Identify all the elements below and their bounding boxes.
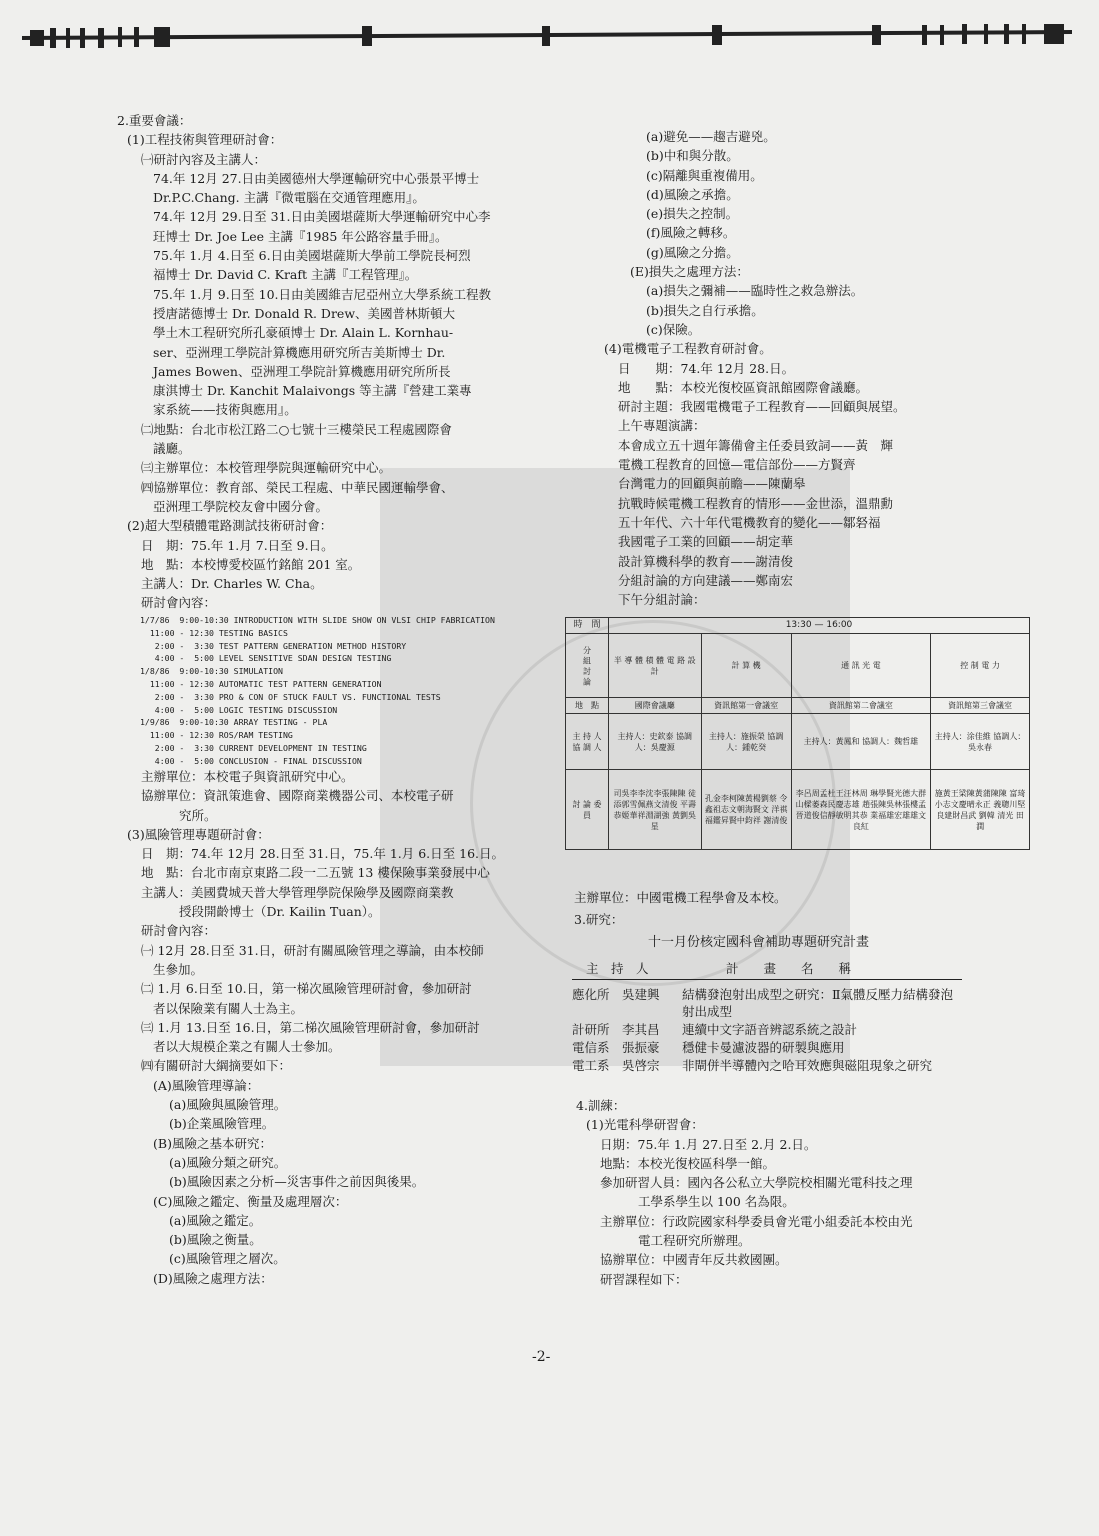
place-cell: 資訊館第二會議室 xyxy=(791,698,930,714)
text-line: 日 期：74.年 12月 28.日至 31.日，75.年 1.月 6.日至 16.日。 xyxy=(141,846,504,862)
text-line: 授唐諾德博士 Dr. Donald R. Drew、美國普林斯頓大 xyxy=(153,305,456,321)
program-line: 2:00 - 3:30 TEST PATTERN GENERATION METHOD HISTORY xyxy=(140,640,407,651)
members-cell: 孔金李柯陳黃楊劉蔡 令鑫祖志文朝海賢文 洋祺福鑑昇賢中鈞祥 謝清俊 xyxy=(701,770,791,850)
members-cell: 司吳李李沈李張陳陳 徒添郭雪佩燕文清俊 平壽恭姬華祥淵湖強 黃劉吳星 xyxy=(609,770,702,850)
text-line: 者以保險業有關人士為主。 xyxy=(153,1000,304,1016)
text-line: 地 點：本校光復校區資訊館國際會議廳。 xyxy=(618,379,869,395)
topic-cell: 計 算 機 xyxy=(701,634,791,698)
text-line: ㈡地點：台北市松江路二○七號十三樓榮民工程處國際會 xyxy=(141,421,452,437)
text-line: (a)風險分類之研究。 xyxy=(169,1154,287,1170)
discuss-label: 討 論 委 員 xyxy=(566,770,609,850)
text-line: 協辦單位：資訊策進會、國際商業機器公司、本校電子研 xyxy=(141,788,454,804)
text-line: (B)風險之基本研究： xyxy=(153,1135,272,1151)
text-line: 主講人：美國費城天普大學管理學院保險學及國際商業教 xyxy=(141,884,454,900)
text-line: (f)風險之轉移。 xyxy=(646,225,736,241)
topic-cell: 通 訊 光 電 xyxy=(791,634,930,698)
program-line: 4:00 - 5:00 CONCLUSION - FINAL DISCUSSION xyxy=(140,755,362,766)
topic-label: 分 組 討 論 xyxy=(566,634,609,698)
program-line: 2:00 - 3:30 PRO & CON OF STUCK FAULT VS. FUNCTIONAL TESTS xyxy=(140,691,441,702)
text-line: 74.年 12月 27.日由美國德州大學運輸研究中心張景平博士 xyxy=(153,170,480,186)
text-line: 上午專題演講： xyxy=(618,418,706,434)
text-line: 亞洲理工學院校友會中國分會。 xyxy=(153,498,329,514)
research-row xyxy=(572,1021,962,1038)
text-line: (b)企業風險管理。 xyxy=(169,1116,275,1132)
members-cell: 李呂周孟杜王汪林周 琳學賢光德大群 山樑萎森民慶志雄 趙張陳吳林張樓孟 晉道俊信靜敏明其恭 業福雄宏雄雄文良紅 xyxy=(791,770,930,850)
research-row xyxy=(572,986,962,1020)
schedule-table xyxy=(565,617,1030,850)
text-line: (d)風險之承擔。 xyxy=(646,186,739,202)
text-line: 電工程研究所辦理。 xyxy=(638,1233,751,1249)
text-line: (2)超大型積體電路測試技術研討會： xyxy=(127,518,333,534)
research-header xyxy=(572,960,962,980)
text-line: ㈠研討內容及主講人： xyxy=(141,151,267,167)
research-pi: 電信系 張振豪 xyxy=(572,1040,660,1055)
training-section xyxy=(576,1096,1036,1289)
text-line: 者以大規模企業之有關人士參加。 xyxy=(153,1039,341,1055)
text-line: (1)工程技術與管理研討會： xyxy=(127,132,283,148)
text-line: 我國電子工業的回顧——胡定華 xyxy=(618,534,794,550)
research-project: 結構發泡射出成型之研究：Ⅱ氣體反壓力結構發泡射出成型 xyxy=(682,987,953,1019)
text-line: (c)保險。 xyxy=(646,321,701,337)
text-line: 協辦單位：中國青年反共救國團。 xyxy=(600,1252,788,1268)
host-cell: 主持人：施振榮 協調人：鍾乾癸 xyxy=(701,714,791,770)
text-line: ㈢主辦單位：本校管理學院與運輸研究中心。 xyxy=(141,460,392,476)
text-line: 玨博士 Dr. Joe Lee 主講『1985 年公路容量手冊』。 xyxy=(153,228,448,244)
program-line: 4:00 - 5:00 LOGIC TESTING DISCUSSION xyxy=(140,704,338,715)
text-line: (a)損失之彌補——臨時性之救急辦法。 xyxy=(646,283,864,299)
research-project: 連續中文字語音辨認系統之設計 xyxy=(682,1022,858,1037)
text-line: (1)光電科學研習會： xyxy=(586,1117,704,1133)
research-project: 非閘併半導體內之哈耳效應與磁阻現象之研究 xyxy=(682,1058,933,1073)
place-cell: 國際會議廳 xyxy=(609,698,702,714)
text-line: (b)風險之衡量。 xyxy=(169,1232,262,1248)
text-line: (D)風險之處理方法： xyxy=(153,1270,273,1286)
vlsi-program-list xyxy=(140,614,560,768)
text-line: 參加研習人員：國內各公私立大學院校相關光電科技之理 xyxy=(600,1175,913,1191)
text-line: ㈣協辦單位：教育部、榮民工程處、中華民國運輸學會、 xyxy=(141,479,454,495)
research-pi: 計研所 李其昌 xyxy=(572,1022,660,1037)
topic-cell: 控 制 電 力 xyxy=(931,634,1030,698)
header-project: 計 畫 名 稱 xyxy=(726,961,852,976)
host-label: 主 持 人 協 調 人 xyxy=(566,714,609,770)
text-line: 台灣電力的回顧與前瞻——陳蘭皋 xyxy=(618,476,806,492)
text-line: 下午分組討論： xyxy=(618,592,706,608)
text-line: (b)風險因素之分析—災害事件之前因與後果。 xyxy=(169,1174,425,1190)
text-line: (E)損失之處理方法： xyxy=(630,264,749,280)
text-line: ㈡ 1.月 6.日至 10.日，第一梯次風險管理研討會，參加研討 xyxy=(141,981,472,997)
right-column xyxy=(594,127,1044,609)
text-line: (a)風險之鑑定。 xyxy=(169,1212,262,1228)
text-line: 74.年 12月 29.日至 31.日由美國堪薩斯大學運輸研究中心李 xyxy=(153,209,491,225)
text-line: 設計算機科學的教育——謝清俊 xyxy=(618,553,794,569)
text-line: (C)風險之鑑定、衡量及處理層次： xyxy=(153,1193,348,1209)
research-row xyxy=(572,1057,962,1074)
text-line: 地點：本校光復校區科學一館。 xyxy=(600,1155,776,1171)
text-line: James Bowen、亞洲理工學院計算機應用研究所所長 xyxy=(153,363,451,379)
time-label: 時 間 xyxy=(566,618,609,634)
text-line: 地 點：本校博愛校區竹銘館 201 室。 xyxy=(141,556,361,572)
text-line: 康淇博士 Dr. Kanchit Malaivongs 等主講『營建工業專 xyxy=(153,383,472,399)
text-line: (A)風險管理導論： xyxy=(153,1077,260,1093)
text-line: 日期：75.年 1.月 27.日至 2.月 2.日。 xyxy=(600,1136,817,1152)
text-line: Dr.P.C.Chang. 主講『微電腦在交通管理應用』。 xyxy=(153,190,425,206)
text-line: (c)風險管理之層次。 xyxy=(169,1251,286,1267)
host-cell: 主持人：涂佳維 協調人：吳永春 xyxy=(931,714,1030,770)
text-line: 75.年 1.月 9.日至 10.日由美國維吉尼亞州立大學系統工程教 xyxy=(153,286,492,302)
research-table xyxy=(572,960,962,1075)
text-line: 本會成立五十週年籌備會主任委員致詞——黃 輝 xyxy=(618,437,894,453)
text-line: ㈢ 1.月 13.日至 16.日，第二梯次風險管理研討會，參加研討 xyxy=(141,1019,480,1035)
research-row xyxy=(572,1039,962,1056)
text-line: 究所。 xyxy=(179,807,217,823)
text-line: 抗戰時候電機工程教育的情形——金世添，溫鼎勳 xyxy=(618,495,894,511)
text-line: (4)電機電子工程教育研討會。 xyxy=(604,341,772,357)
host-cell: 主持人：史欽泰 協調人：吳慶源 xyxy=(609,714,702,770)
text-line: 學土木工程研究所孔豪碩博士 Dr. Alain L. Kornhau- xyxy=(153,325,454,341)
research-project: 穩健卡曼濾波器的研製與應用 xyxy=(682,1040,845,1055)
text-line: (c)隔離與重複備用。 xyxy=(646,167,763,183)
text-line: (3)風險管理專題研討會： xyxy=(127,826,270,842)
research-pi: 電工系 吳啓宗 xyxy=(572,1058,660,1073)
text-line: 議廳。 xyxy=(153,441,191,457)
text-line: 生參加。 xyxy=(153,961,204,977)
text-line: (g)風險之分擔。 xyxy=(646,244,739,260)
members-cell: 施黃王梁陳黃蒲陳陳 富琦小志文慶晴永正 義聰川堅良建財昌武 劉韓 清光 田潤 xyxy=(931,770,1030,850)
text-line: (b)損失之自行承擔。 xyxy=(646,302,764,318)
program-line: 11:00 - 12:30 AUTOMATIC TEST PATTERN GENERATION xyxy=(140,678,382,689)
place-cell: 資訊館第一會議室 xyxy=(701,698,791,714)
text-line: ser、亞洲理工學院計算機應用研究所吉美斯博士 Dr. xyxy=(153,344,446,360)
text-line: 地 點：台北市南京東路二段一二五號 13 樓保險事業發展中心 xyxy=(141,865,490,881)
place-label: 地 點 xyxy=(566,698,609,714)
text-line: 日 期：74.年 12月 28.日。 xyxy=(618,360,795,376)
program-line: 1/9/86 9:00-10:30 ARRAY TESTING - PLA xyxy=(140,717,328,728)
text-line: 授段開齡博士（Dr. Kailin Tuan）。 xyxy=(179,904,381,920)
text-line: (e)損失之控制。 xyxy=(646,206,739,222)
top-border-decoration xyxy=(22,24,1072,50)
program-line: 1/8/86 9:00-10:30 SIMULATION xyxy=(140,666,283,677)
program-line: 4:00 - 5:00 LEVEL SENSITIVE SDAN DESIGN TESTING xyxy=(140,653,392,664)
text-line: 電機工程教育的回憶—電信部份——方賢齊 xyxy=(618,457,856,473)
program-line: 2:00 - 3:30 CURRENT DEVELOPMENT IN TESTING xyxy=(140,742,367,753)
text-line: 工學系學生以 100 名為限。 xyxy=(638,1194,795,1210)
header-pi: 主 持 人 xyxy=(586,961,649,976)
research-title: 十一月份核定國科會補助專題研究計畫 xyxy=(648,935,870,950)
text-line: 75.年 1.月 4.日至 6.日由美國堪薩斯大學前工學院長柯烈 xyxy=(153,248,471,264)
text-line: 分組討論的方向建議——鄭南宏 xyxy=(618,572,794,588)
left-column-continued xyxy=(117,767,557,1288)
host-cell: 主持人：黃鳳和 協調人：魏哲雄 xyxy=(791,714,930,770)
text-line: 日 期：75.年 1.月 7.日至 9.日。 xyxy=(141,537,334,553)
text-line: 家系統——技術與應用』。 xyxy=(153,402,297,418)
program-line: 11:00 - 12:30 TESTING BASICS xyxy=(140,627,288,638)
text-line: (a)避免——趨吉避兇。 xyxy=(646,129,776,144)
text-line: 五十年代、六十年代電機教育的變化——鄒砮福 xyxy=(618,514,881,530)
text-line: 福博士 Dr. David C. Kraft 主講『工程管理』。 xyxy=(153,267,418,283)
left-column xyxy=(117,111,557,613)
topic-cell: 半 導 體 積 體 電 路 設 計 xyxy=(609,634,702,698)
research-rows xyxy=(572,986,962,1074)
text-line: ㈣有關研討大綱摘要如下： xyxy=(141,1058,292,1074)
research-section-heading: 3.研究： xyxy=(574,912,624,927)
program-line: 11:00 - 12:30 ROS/RAM TESTING xyxy=(140,730,293,741)
text-line: 研習課程如下： xyxy=(600,1271,688,1287)
place-cell: 資訊館第三會議室 xyxy=(931,698,1030,714)
text-line: ㈠ 12月 28.日至 31.日，研討有關風險管理之導論，由本校師 xyxy=(141,942,484,958)
text-line: 研討主題：我國電機電子工程教育——回顧與展望。 xyxy=(618,399,906,415)
time-value: 13:30 — 16:00 xyxy=(609,618,1030,634)
text-line: 主辦單位：本校電子與資訊研究中心。 xyxy=(141,769,354,784)
text-line: 2.重要會議： xyxy=(117,113,192,128)
text-line: (b)中和與分散。 xyxy=(646,148,739,164)
text-line: 研討會內容： xyxy=(141,923,217,939)
page-number: -2- xyxy=(532,1349,551,1365)
text-line: 研討會內容： xyxy=(141,595,217,611)
sponsor-line: 主辦單位：中國電機工程學會及本校。 xyxy=(574,890,787,905)
text-line: 主辦單位：行政院國家科學委員會光電小組委託本校由光 xyxy=(600,1213,913,1229)
text-line: 主講人：Dr. Charles W. Cha。 xyxy=(141,576,323,592)
research-pi: 應化所 吳建興 xyxy=(572,987,660,1002)
text-line: 4.訓練： xyxy=(576,1098,626,1113)
program-line: 1/7/86 9:00-10:30 INTRODUCTION WITH SLIDE SHOW ON VLSI CHIP FABRICATION xyxy=(140,615,495,625)
text-line: (a)風險與風險管理。 xyxy=(169,1097,287,1113)
